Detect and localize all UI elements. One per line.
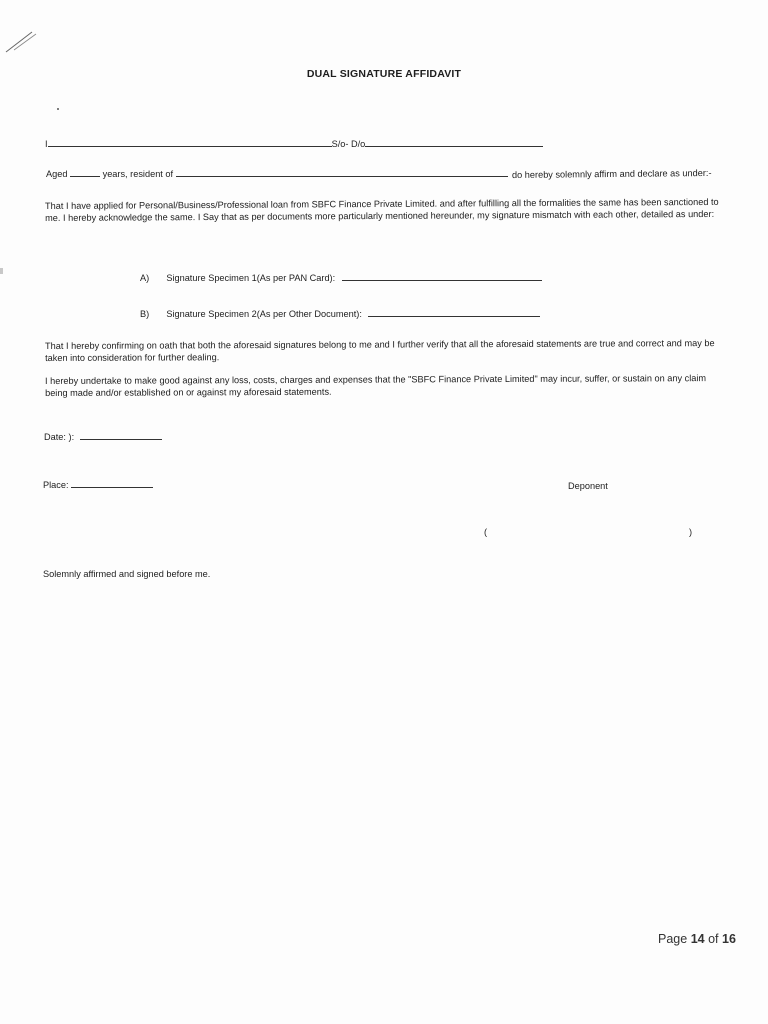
undertaking-paragraph: I hereby undertake to make good against any loss, costs, charges and expenses that the "SBFC Finance Private Limited" may incur, suffer, or sustain on any claim being made and/or established on or against my aforesaid statements. xyxy=(45,373,707,398)
name-prefix: I xyxy=(45,139,48,149)
date-label: Date: ): xyxy=(44,432,75,442)
name-field[interactable] xyxy=(48,138,332,147)
resident-label: years, resident of xyxy=(102,169,174,179)
age-field[interactable] xyxy=(70,168,100,177)
relation-field[interactable] xyxy=(365,138,543,147)
loan-paragraph: That I have applied for Personal/Business/Professional loan from SBFC Finance Private Limited. and after fulfilling all the formalities the same has been sanctioned to me. I hereby acknowledge the same. I Say that as per documents more particularly mentioned hereunder, my signature mismatch with each other, detailed as under: xyxy=(45,196,719,223)
deponent-name-close-paren: ) xyxy=(689,527,693,537)
deponent-name-open-paren: ( xyxy=(484,527,488,537)
specimen-a-marker: A) xyxy=(140,273,150,283)
specimen-row-b xyxy=(140,308,540,319)
specimen-a-signature-field[interactable] xyxy=(342,272,542,281)
page-current: 14 xyxy=(690,932,705,946)
oath-paragraph: That I hereby confirming on oath that both the aforesaid signatures belong to me and I further verify that all the aforesaid statements are true and correct and may be taken into consideration for further dealing. xyxy=(45,338,715,363)
document-title: DUAL SIGNATURE AFFIDAVIT xyxy=(306,68,462,80)
aged-label: Aged xyxy=(46,169,68,179)
deponent-label: Deponent xyxy=(568,481,608,491)
name-line xyxy=(45,138,543,149)
aged-line xyxy=(46,168,712,179)
place-field[interactable] xyxy=(71,479,153,488)
of-word: of xyxy=(708,932,719,946)
specimen-a-label: Signature Specimen 1(As per PAN Card): xyxy=(166,273,336,283)
place-line xyxy=(43,479,153,490)
address-field[interactable] xyxy=(176,168,508,177)
page-number xyxy=(658,932,736,946)
place-label: Place: xyxy=(43,480,69,490)
date-line xyxy=(44,431,162,442)
specimen-row-a xyxy=(140,272,542,283)
specimen-b-signature-field[interactable] xyxy=(368,308,540,317)
specimen-b-marker: B) xyxy=(140,309,150,319)
relation-label: S/o- D/o xyxy=(331,139,366,149)
page-word: Page xyxy=(658,932,688,946)
date-field[interactable] xyxy=(80,431,162,440)
ink-dot xyxy=(57,108,59,110)
affirm-text: do hereby solemnly affirm and declare as under:- xyxy=(512,167,712,181)
pen-stroke-mark xyxy=(2,28,42,58)
solemnly-affirmed-text: Solemnly affirmed and signed before me. xyxy=(43,569,211,579)
specimen-b-label: Signature Specimen 2(As per Other Document): xyxy=(166,309,362,319)
scan-edge-mark xyxy=(0,268,3,274)
page-total: 16 xyxy=(722,932,736,946)
